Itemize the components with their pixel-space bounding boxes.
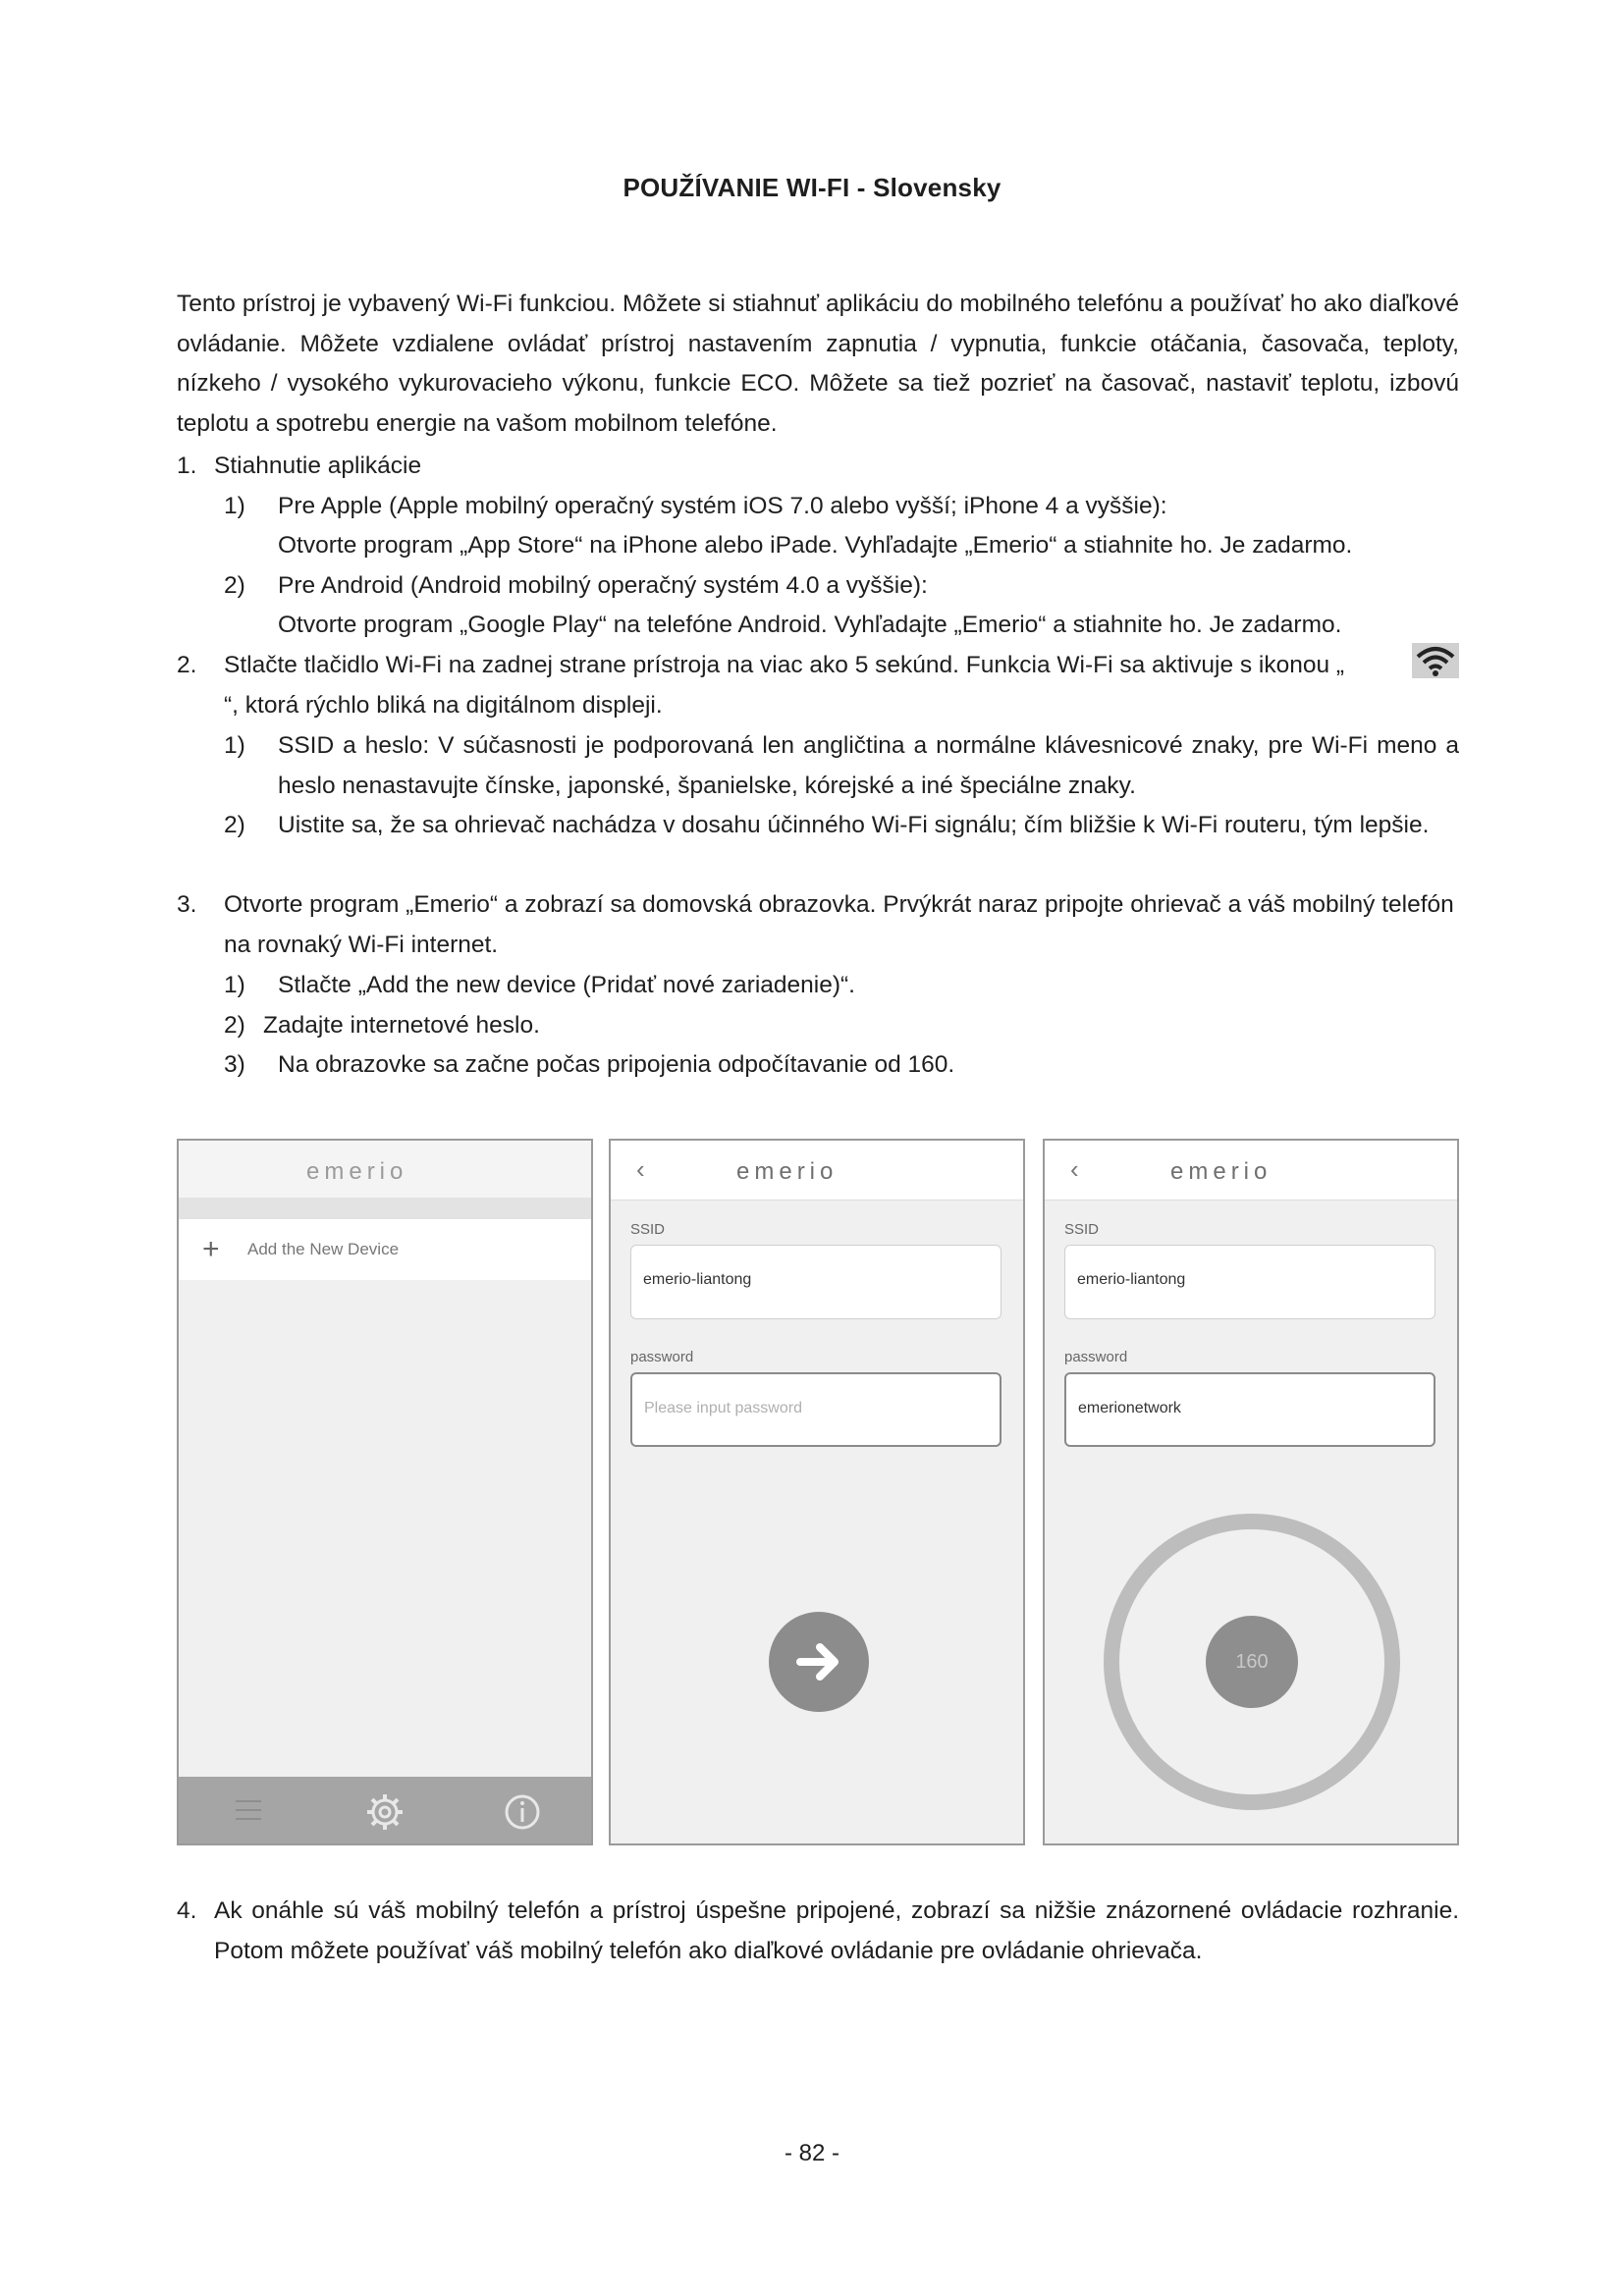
step2-text-b: “, ktorá rýchlo bliká na digitálnom displeji.	[224, 692, 663, 719]
step2-text-a: Stlačte tlačidlo Wi-Fi na zadnej strane prístroja na viac ako 5 sekúnd. Funkcia Wi-Fi sa aktivuje s ikonou „	[224, 652, 1345, 678]
step1-text: Stiahnutie aplikácie	[214, 453, 422, 479]
step2-number: 2.	[177, 652, 197, 678]
emerio-logo: emerio	[306, 1158, 408, 1185]
menu-icon[interactable]	[234, 1796, 263, 1824]
step2-sub1-text: SSID a heslo: V súčasnosti je podporovaná len angličtina a normálne klávesnicové znaky, pre Wi-Fi meno a heslo nenastavujte čínske, japonské, španielske, kórejské a iné špeciálne znaky.	[278, 732, 1459, 799]
add-device-row[interactable]	[179, 1219, 591, 1280]
step1-sub1-text: Pre Apple (Apple mobilný operačný systém iOS 7.0 alebo vyšší; iPhone 4 a vyššie):	[278, 493, 1167, 519]
step2-sub2-number: 2)	[224, 812, 245, 838]
screenshot-connecting	[1043, 1139, 1459, 1845]
ssid-input[interactable]: emerio-liantong	[1064, 1245, 1435, 1319]
add-device-label: Add the New Device	[247, 1240, 400, 1258]
emerio-logo: emerio	[736, 1158, 839, 1185]
ssid-label: SSID	[1064, 1221, 1100, 1238]
step1-sub2-number: 2)	[224, 572, 245, 599]
arrow-right-icon	[794, 1637, 843, 1686]
password-label: password	[630, 1349, 694, 1365]
screenshot-home	[177, 1139, 593, 1845]
page-title: POUŽÍVANIE WI-FI - Slovensky	[623, 173, 1001, 202]
step3-text: Otvorte program „Emerio“ a zobrazí sa domovská obrazovka. Prvýkrát naraz pripojte ohrievač a váš mobilný telefón na rovnaký Wi-Fi internet.	[224, 891, 1454, 958]
bottom-bar	[179, 1777, 591, 1843]
password-label: password	[1064, 1349, 1128, 1365]
plus-icon: +	[202, 1233, 220, 1265]
step2-sub1-number: 1)	[224, 732, 245, 759]
step3-sub2-text: Zadajte internetové heslo.	[263, 1012, 540, 1039]
intro-paragraph: Tento prístroj je vybavený Wi-Fi funkciou. Môžete si stiahnuť aplikáciu do mobilného telefónu a používať ho ako diaľkové ovládanie. Môžete vzdialene ovládať prístroj nastavením zapnutia / vypnutia, funkcie otáčania, časovača, teploty, nízkeho / vysokého vykurovacieho výkonu, funkcie ECO. Môžete sa tiež pozrieť na časovač, nastaviť teplotu, izbovú teplotu a spotrebu energie na vašom mobilnom telefóne.	[177, 291, 1459, 437]
info-icon[interactable]	[503, 1792, 542, 1832]
step3-sub1-number: 1)	[224, 972, 245, 998]
step3-sub3-number: 3)	[224, 1051, 245, 1078]
screenshot-password	[609, 1139, 1025, 1845]
step1-sub2-text: Pre Android (Android mobilný operačný systém 4.0 a vyššie):	[278, 572, 928, 599]
step1-sub1-detail: Otvorte program „App Store“ na iPhone alebo iPade. Vyhľadajte „Emerio“ a stiahnite ho. Je zadarmo.	[278, 532, 1353, 559]
step1-sub1-number: 1)	[224, 493, 245, 519]
wifi-icon	[1412, 643, 1459, 678]
app-header	[1045, 1141, 1457, 1201]
step1-sub2-detail: Otvorte program „Google Play“ na telefóne Android. Vyhľadajte „Emerio“ a stiahnite ho. Je zadarmo.	[278, 612, 1342, 638]
back-icon[interactable]: ‹	[636, 1154, 645, 1184]
step2-sub2-text: Uistite sa, že sa ohrievač nachádza v dosahu účinného Wi-Fi signálu; čím bližšie k Wi-Fi routeru, tým lepšie.	[278, 812, 1430, 838]
emerio-logo: emerio	[1170, 1158, 1272, 1185]
step3-sub3-text: Na obrazovke sa začne počas pripojenia odpočítavanie od 160.	[278, 1051, 955, 1078]
step3-sub1-text: Stlačte „Add the new device (Pridať nové zariadenie)“.	[278, 972, 855, 998]
app-header	[611, 1141, 1023, 1201]
step3-number: 3.	[177, 891, 197, 918]
password-input[interactable]: emerionetwork	[1064, 1372, 1435, 1447]
ssid-label: SSID	[630, 1221, 666, 1238]
next-button[interactable]	[769, 1612, 869, 1712]
back-icon[interactable]: ‹	[1070, 1154, 1079, 1184]
gear-icon[interactable]	[365, 1792, 405, 1832]
step3-sub2-number: 2)	[224, 1012, 245, 1039]
step1-number: 1.	[177, 453, 197, 479]
ssid-input[interactable]: emerio-liantong	[630, 1245, 1001, 1319]
countdown-circle: 160	[1206, 1616, 1298, 1708]
step4-number: 4.	[177, 1897, 197, 1924]
password-input[interactable]: Please input password	[630, 1372, 1001, 1447]
step4-text: Ak onáhle sú váš mobilný telefón a prístroj úspešne pripojené, zobrazí sa nižšie znázornené ovládacie rozhranie. Potom môžete používať váš mobilný telefón ako diaľkové ovládanie pre ovládanie ohrievača.	[214, 1897, 1459, 1964]
page-number: - 82 -	[784, 2140, 839, 2166]
app-header	[179, 1141, 591, 1198]
